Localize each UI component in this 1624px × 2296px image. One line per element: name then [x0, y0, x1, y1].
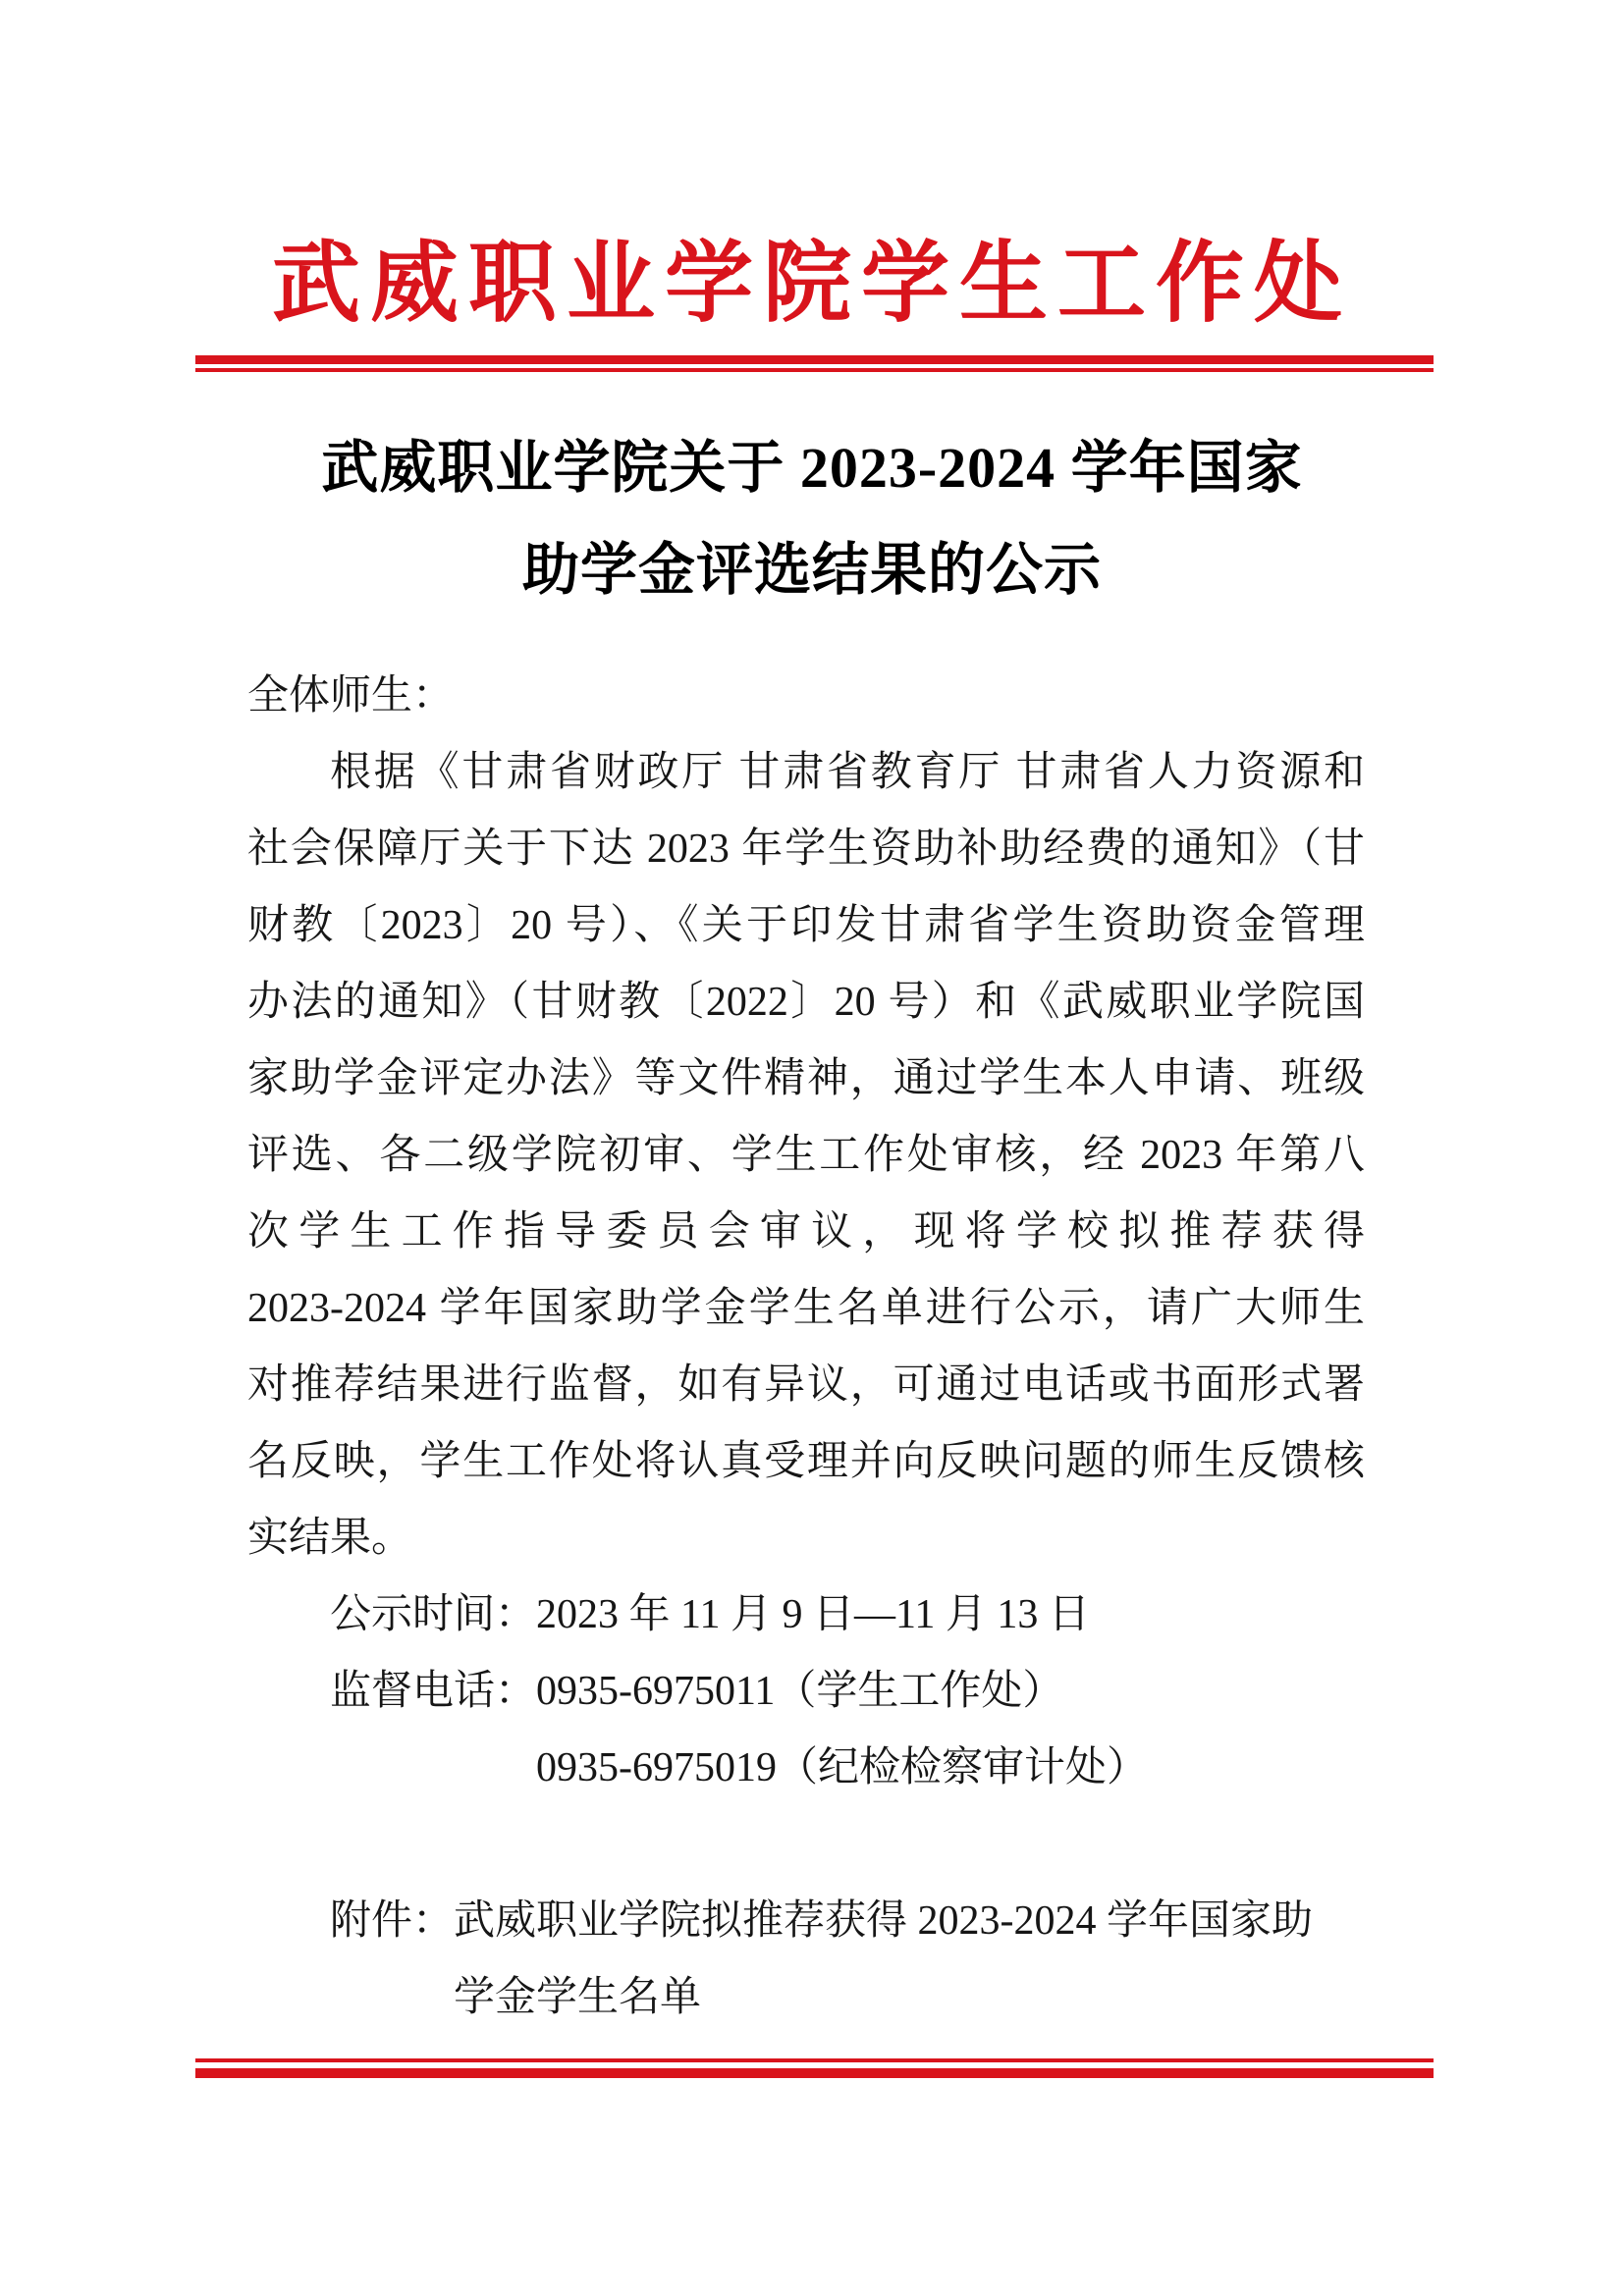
paragraph-line: 名反映，学生工作处将认真受理并向反映问题的师生反馈核: [247, 1439, 1365, 1484]
masthead-title: 武威职业学院学生工作处: [272, 236, 1352, 333]
paragraph-line: 对推荐结果进行监督，如有异议，可通过电话或书面形式署: [247, 1362, 1365, 1408]
audit-phone-line: 0935-6975019（纪检检察审计处）: [536, 1745, 1148, 1790]
document-title: [0, 417, 1624, 621]
paragraph-line: 评选、各二级学院初审、学生工作处审核，经 2023 年第八: [247, 1133, 1365, 1178]
paragraph-line: 2023-2024 学年国家助学金学生名单进行公示，请广大师生: [247, 1286, 1365, 1331]
paragraph-line: 办法的通知》（甘财教〔2022〕20 号）和《武威职业学院国: [247, 980, 1365, 1025]
header-separator-thick: [195, 355, 1434, 364]
paragraph-end-line: 实结果。: [247, 1516, 413, 1561]
paragraph-line: 次学生工作指导委员会审议，现将学校拟推荐获得: [247, 1209, 1365, 1255]
footer-separator-thin: [195, 2058, 1434, 2062]
document-body: [247, 658, 1365, 2036]
attachment-line-1: 附件：武威职业学院拟推荐获得 2023-2024 学年国家助: [330, 1898, 1313, 1944]
paragraph-line: 财教〔2023〕20 号）、《关于印发甘肃省学生资助资金管理: [247, 903, 1365, 948]
paragraph-line: 根据《甘肃省财政厅 甘肃省教育厅 甘肃省人力资源和: [330, 750, 1365, 795]
paragraph-line: 社会保障厅关于下达 2023 年学生资助补助经费的通知》（甘: [247, 827, 1365, 872]
attachment-line-2: 学金学生名单: [454, 1975, 702, 2020]
supervision-phone-line: 监督电话：0935-6975011（学生工作处）: [330, 1669, 1064, 1714]
document-title-line-1: 武威职业学院关于 2023-2024 学年国家: [321, 436, 1303, 500]
footer-separator-thick: [195, 2068, 1434, 2078]
salutation-line: 全体师生：: [247, 673, 455, 719]
publicity-period-line: 公示时间：2023 年 11 月 9 日—11 月 13 日: [330, 1592, 1090, 1637]
blank-line: [247, 1806, 1365, 1883]
header-separator-thin: [195, 368, 1434, 372]
document-title-line-2: 助学金评选结果的公示: [521, 538, 1102, 602]
paragraph-line: 家助学金评定办法》等文件精神，通过学生本人申请、班级: [247, 1056, 1365, 1101]
